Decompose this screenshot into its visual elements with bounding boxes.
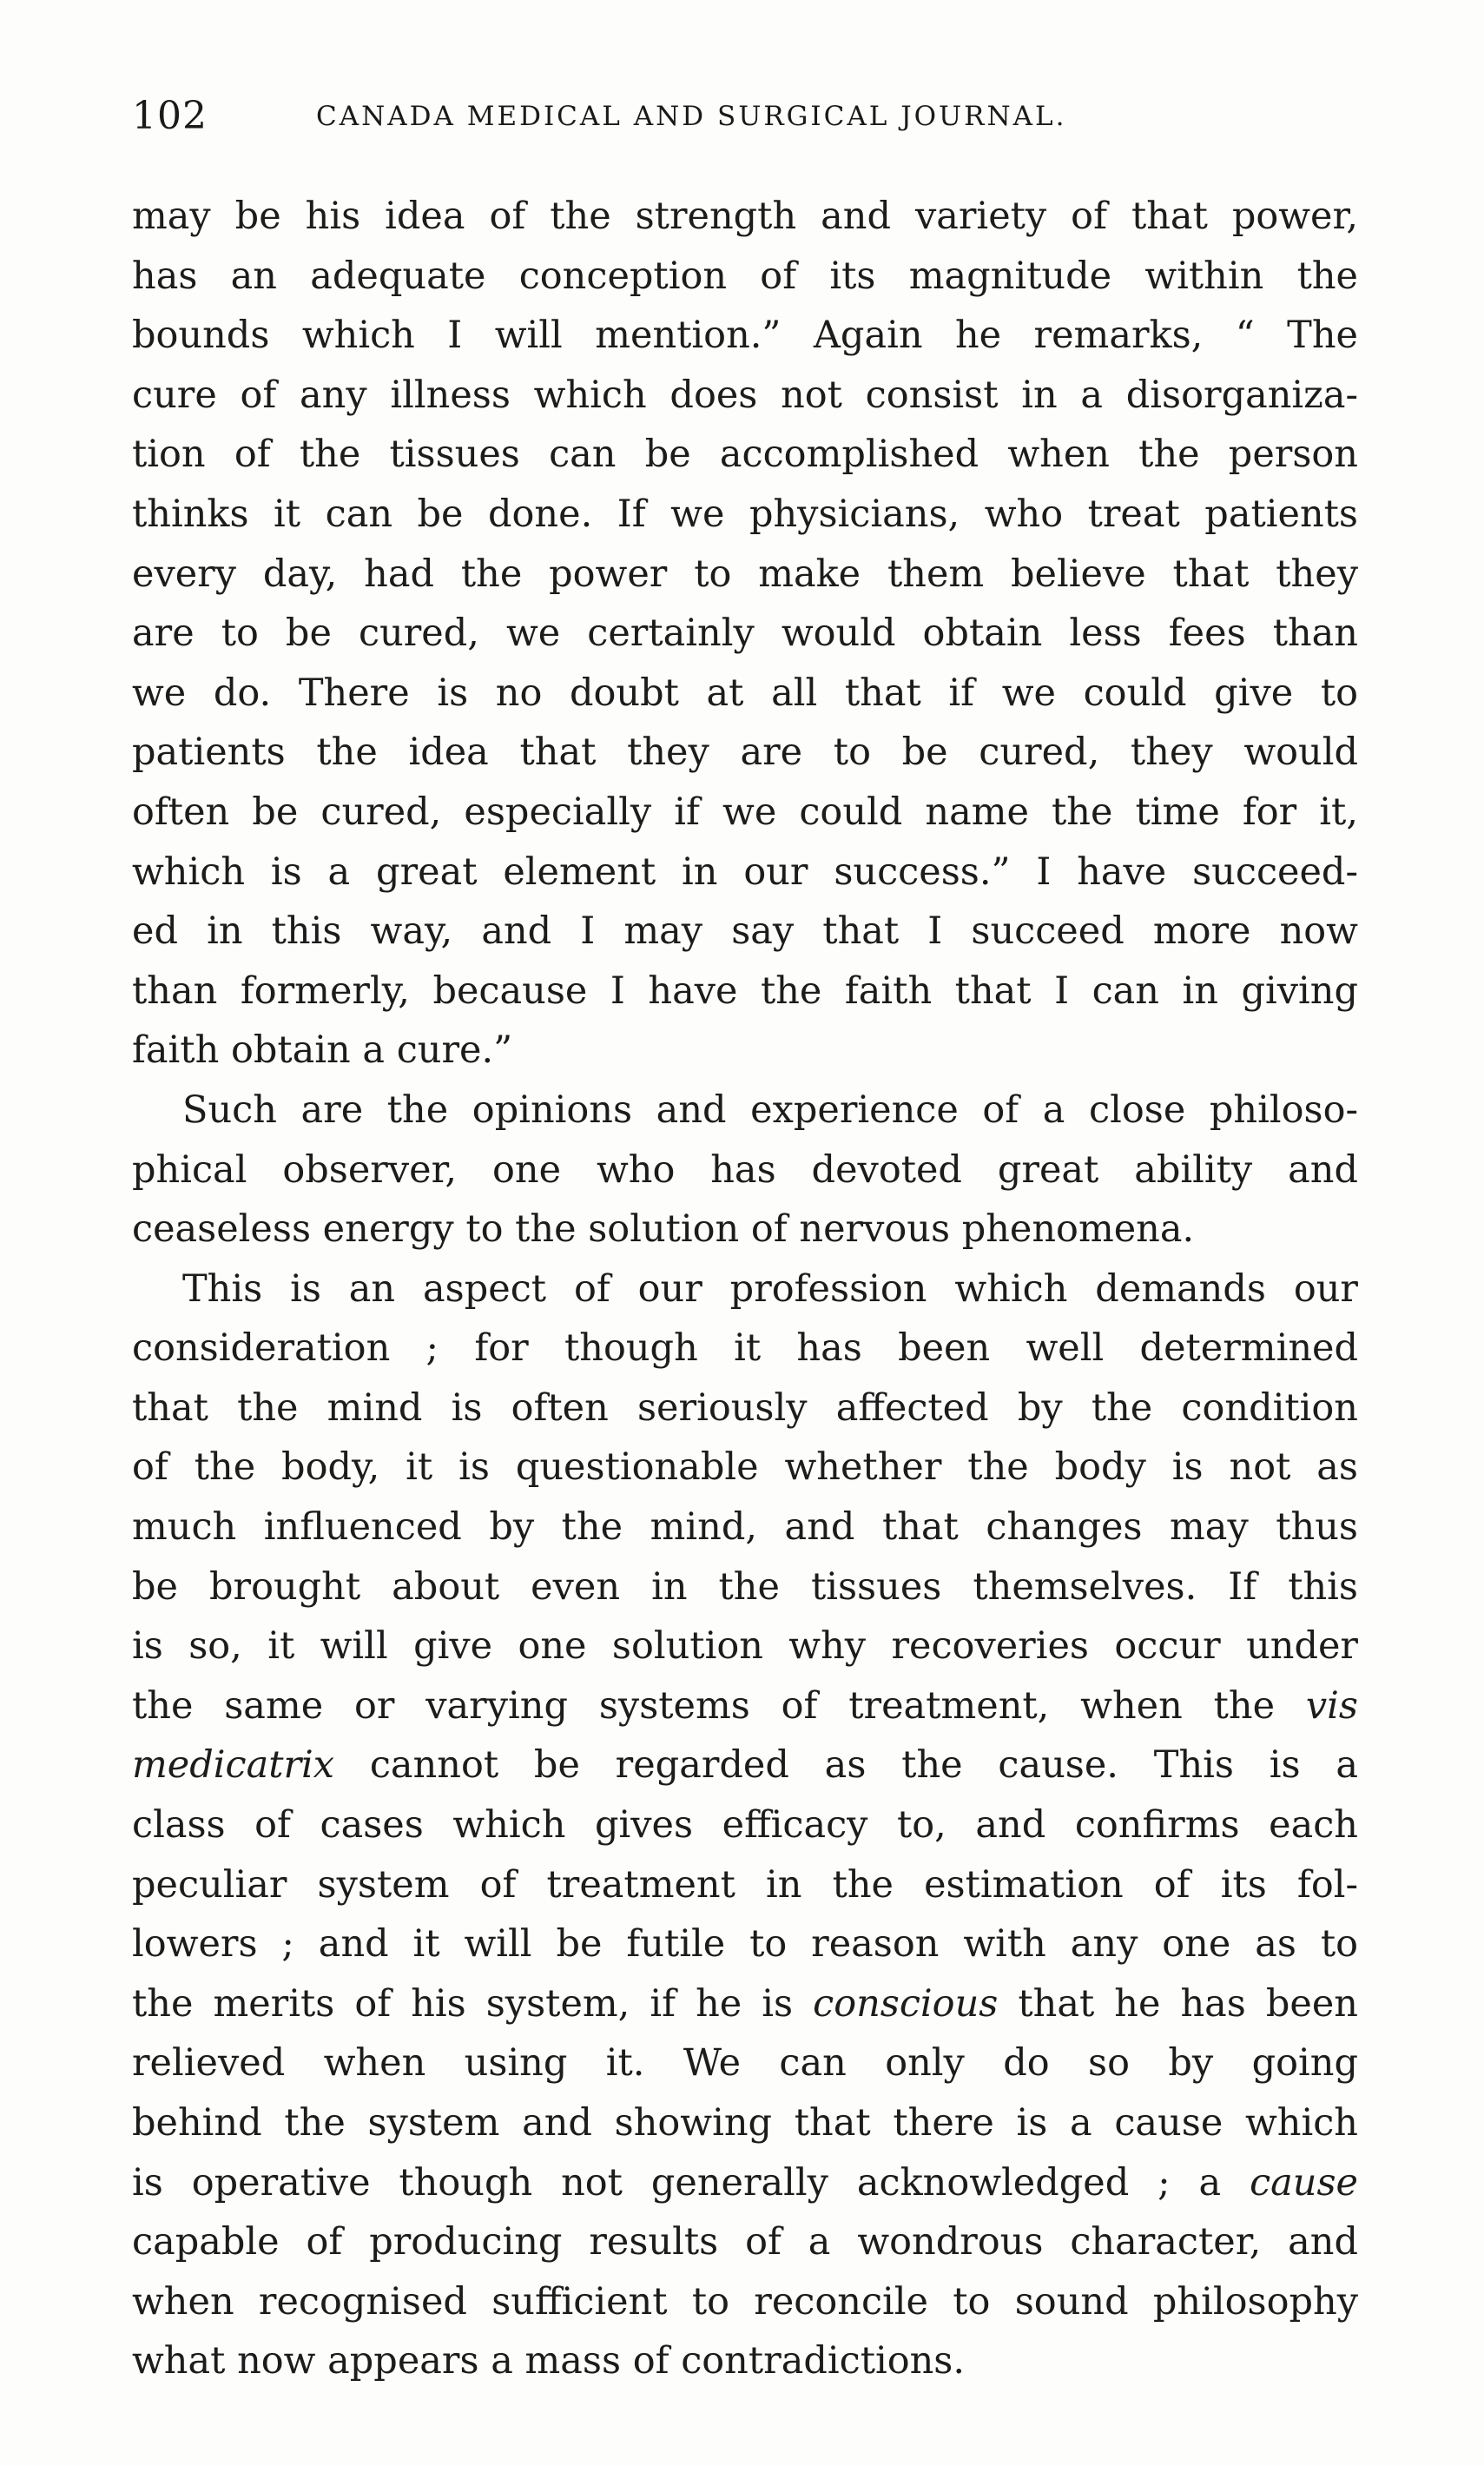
text-line: lowers ; and it will be futile to reason with any one as to (132, 1922, 1358, 1967)
page-number: 102 (132, 94, 208, 138)
text-line: that the mind is often seriously affected by the condition (132, 1385, 1358, 1430)
text-line: every day, had the power to make them believe that they (132, 552, 1358, 596)
text-line: cure of any illness which does not consist in a disorganiza- (132, 373, 1358, 417)
text-line: the same or varying systems of treatment, when the vis (132, 1683, 1358, 1728)
text-line: may be his idea of the strength and variety of that power, (132, 195, 1358, 238)
text-line: often be cured, especially if we could name the time for it, (132, 790, 1358, 834)
text-line: faith obtain a cure.” (132, 1028, 513, 1073)
text-line: has an adequate conception of its magnitude within the (132, 254, 1358, 298)
text-line: much influenced by the mind, and that changes may thus (132, 1505, 1358, 1550)
text-line: is so, it will give one solution why recoveries occur under (132, 1624, 1358, 1669)
text-line: be brought about even in the tissues themselves. If this (132, 1564, 1358, 1609)
running-title: CANADA MEDICAL AND SURGICAL JOURNAL. (316, 101, 1067, 132)
text-line: relieved when using it. We can only do so by going (132, 2041, 1358, 2086)
text-line: medicatrix cannot be regarded as the cause. This is a (132, 1743, 1358, 1788)
text-line: we do. There is no doubt at all that if we could give to (132, 671, 1358, 715)
text-line: bounds which I will mention.” Again he remarks, “ The (132, 314, 1358, 358)
body-text (132, 187, 1358, 2391)
text-line: consideration ; for though it has been well determined (132, 1326, 1358, 1371)
text-line: class of cases which gives efficacy to, and confirms each (132, 1803, 1358, 1848)
text-line: capable of producing results of a wondrous character, and (132, 2220, 1358, 2264)
text-line: tion of the tissues can be accomplished when the person (132, 433, 1358, 477)
text-line: thinks it can be done. If we physicians, who treat patients (132, 492, 1358, 536)
text-line: the merits of his system, if he is conscious that he has been (132, 1981, 1359, 2026)
text-line: behind the system and showing that there is a cause which (132, 2101, 1358, 2145)
paragraph-3 (132, 1259, 1358, 2391)
text-line: patients the idea that they are to be cured, they would (132, 731, 1358, 775)
text-line: what now appears a mass of contradictions. (132, 2339, 966, 2383)
text-line: are to be cured, we certainly would obtain less fees than (132, 612, 1358, 656)
paragraph-1 (132, 187, 1358, 1081)
text-line: is operative though not generally acknowledged ; a cause (132, 2160, 1358, 2205)
paragraph-2 (132, 1081, 1358, 1259)
text-line: This is an aspect of our profession which demands our (182, 1266, 1358, 1311)
text-line: which is a great element in our success.” I have succeed- (132, 850, 1358, 894)
text-line: phical observer, one who has devoted great ability and (132, 1147, 1358, 1192)
text-line: ed in this way, and I may say that I succeed more now (132, 909, 1358, 954)
text-line: peculiar system of treatment in the estimation of its fol- (132, 1862, 1358, 1907)
text-line: Such are the opinions and experience of a close philoso- (182, 1088, 1358, 1132)
page-header (132, 94, 1365, 146)
text-line: than formerly, because I have the faith that I can in giving (132, 969, 1358, 1013)
text-line: of the body, it is questionable whether the body is not as (132, 1445, 1358, 1490)
text-line: when recognised sufficient to reconcile to sound philosophy (132, 2279, 1358, 2324)
text-line: ceaseless energy to the solution of nervous phenomena. (132, 1207, 1195, 1252)
